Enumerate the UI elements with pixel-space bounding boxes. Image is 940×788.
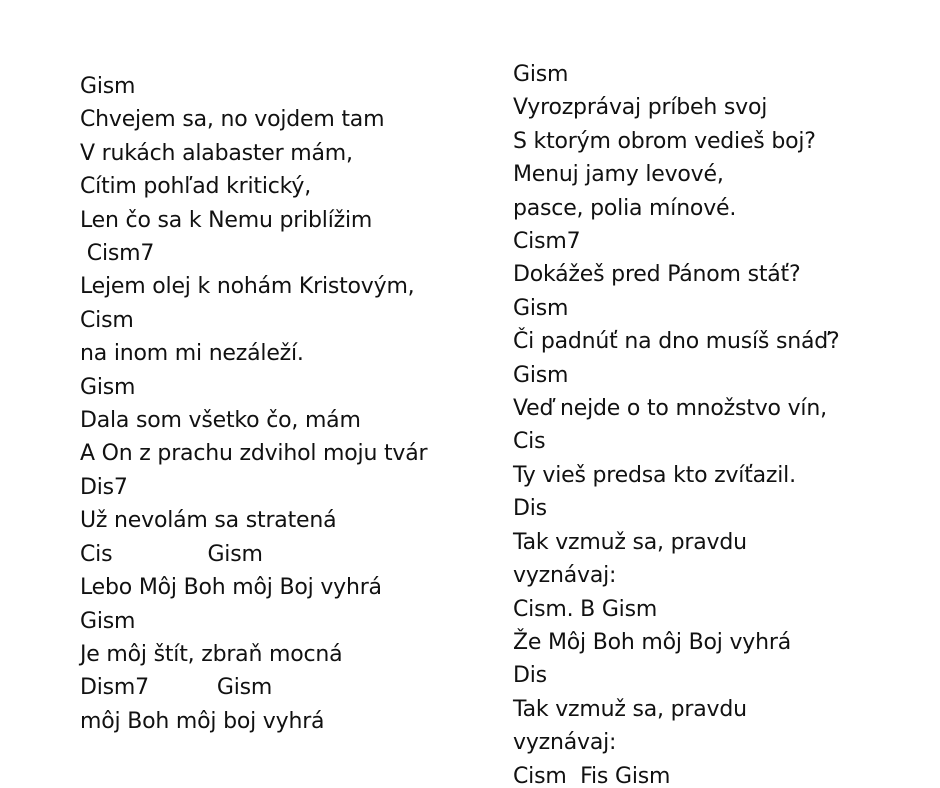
- lyric-line: Len čo sa k Nemu priblížim: [80, 207, 373, 233]
- lyric-line: Ty vieš predsa kto zvíťazil.: [513, 462, 796, 488]
- chord-line: Cism Fis Gism: [513, 763, 671, 788]
- lyric-line: Chvejem sa, no vojdem tam: [80, 107, 385, 133]
- lyric-line: S ktorým obrom vedieš boj?: [513, 128, 816, 154]
- left-column: [80, 70, 510, 738]
- chord-line: Gism: [513, 362, 569, 388]
- lyric-line: Dokážeš pred Pánom stáť?: [513, 262, 801, 288]
- lyric-line: A On z prachu zdvihol moju tvár: [80, 441, 428, 467]
- lyric-line: Už nevolám sa stratená: [80, 508, 337, 534]
- chord-line: Cism7: [513, 229, 581, 255]
- lyric-line: Dala som všetko čo, mám: [80, 408, 361, 434]
- chord-line: Gism: [80, 608, 136, 634]
- lyric-line: Je môj štít, zbraň mocná: [80, 641, 343, 667]
- lyric-line: Že Môj Boh môj Boj vyhrá: [513, 629, 791, 655]
- chord-line: Gism: [513, 62, 569, 87]
- lyric-line: Veď nejde o to množstvo vín,: [513, 396, 827, 422]
- lyric-line: Vyrozprávaj príbeh svoj: [513, 95, 768, 121]
- chord-line: Cism7: [80, 241, 155, 267]
- chord-line: Dism7 Gism: [80, 675, 273, 701]
- lyric-line: Či padnúť na dno musíš snáď?: [513, 329, 840, 355]
- lyric-line: vyznávaj:: [513, 730, 617, 756]
- lyric-line: na inom mi nezáleží.: [80, 341, 304, 367]
- lyric-line: Menuj jamy levové,: [513, 162, 724, 188]
- chord-line: Dis: [513, 663, 547, 689]
- chord-line: Cism: [80, 307, 134, 333]
- lyric-line: vyznávaj:: [513, 563, 617, 589]
- right-column: [513, 58, 933, 788]
- chord-line: Cism. B Gism: [513, 596, 658, 622]
- chord-line: Dis: [513, 496, 547, 522]
- chord-line: Gism: [80, 374, 136, 400]
- chord-line: Cis Gism: [80, 541, 263, 567]
- lyric-line: pasce, polia mínové.: [513, 195, 737, 221]
- lyric-line: Tak vzmuž sa, pravdu: [513, 696, 747, 722]
- lyric-line: Tak vzmuž sa, pravdu: [513, 529, 747, 555]
- chord-line: Gism: [513, 295, 569, 321]
- lyric-line: Lejem olej k nohám Kristovým,: [80, 274, 415, 300]
- lyric-line: V rukách alabaster mám,: [80, 140, 353, 166]
- lyric-line: Cítim pohľad kritický,: [80, 174, 311, 200]
- chord-line: Gism: [80, 74, 136, 99]
- chord-line: Cis: [513, 429, 546, 455]
- lyric-line: môj Boh môj boj vyhrá: [80, 708, 325, 734]
- chord-line: Dis7: [80, 474, 128, 500]
- lyric-line: Lebo Môj Boh môj Boj vyhrá: [80, 575, 382, 601]
